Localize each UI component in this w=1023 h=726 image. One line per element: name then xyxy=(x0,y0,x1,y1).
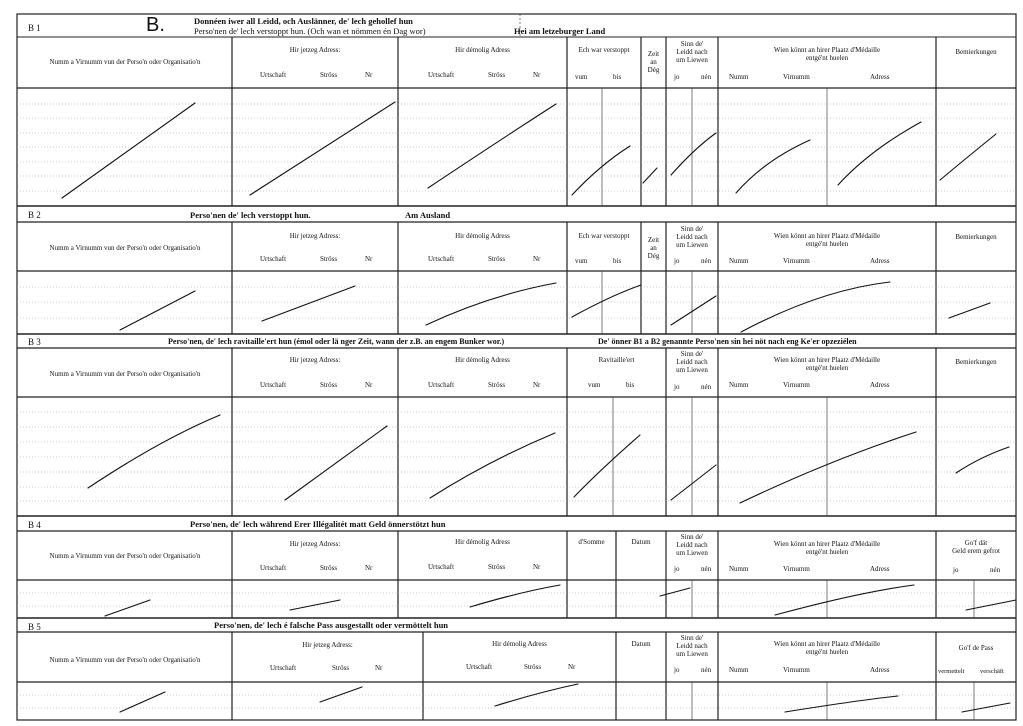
b1-medal-first: Virnumm xyxy=(783,73,810,81)
b2-to: bis xyxy=(613,257,622,265)
b2-col-name: Numm a Virnumm vun der Perso'n oder Organisatio'n xyxy=(49,244,201,252)
b5-col-current: Hir jetzeg Adress: xyxy=(302,641,353,649)
b3-medal-first: Virnumm xyxy=(783,381,810,389)
b3-columns xyxy=(232,348,936,516)
b4-yes: jo xyxy=(674,565,680,573)
b5-urt-1: Urtschaft xyxy=(270,664,297,672)
b4-medal-first: Virnumm xyxy=(783,565,810,573)
b3-col-ravitaille: Ravitaille'ert xyxy=(598,356,635,364)
b1-yes: jo xyxy=(674,73,680,81)
b5-urt-2: Urtschaft xyxy=(466,663,493,671)
b2-col-hidden: Ech war verstoppt xyxy=(578,232,630,240)
b4-col-name: Numm a Virnumm vun der Perso'n oder Organisatio'n xyxy=(49,552,201,560)
b5-title: Perso'nen, de' lech é falsche Pass ausgestallt oder vermöttelt hun xyxy=(214,620,449,630)
b1-col-time: Zeit an Dég xyxy=(647,50,660,74)
b3-col-medal: Wien könnt an hirer Plaatz d'Médaille entgé'nt huelen xyxy=(773,356,881,372)
b3-col-remarks: Bemierkungen xyxy=(955,358,997,366)
b5-col-pass: Go'f de Pass xyxy=(958,644,994,652)
b5-col-medal: Wien könnt an hirer Plaatz d'Médaille entgé'nt huelen xyxy=(773,640,881,656)
b4-str-2: Ströss xyxy=(488,563,506,571)
b4-code: B 4 xyxy=(28,520,41,530)
b5-pass-a: vermettelt xyxy=(938,668,965,675)
b1-urt-2: Urtschaft xyxy=(428,71,455,79)
b4-urt-1: Urtschaft xyxy=(260,564,287,572)
b2-urt-1: Urtschaft xyxy=(260,255,287,263)
b1-col-remarks: Bemierkungen xyxy=(955,48,997,56)
b3-medal-addr: Adress xyxy=(870,381,890,389)
b4-col-current: Hir jetzeg Adress: xyxy=(289,540,341,548)
b3-title: Perso'nen, de' lech ravitaille'ert hun (émol oder lä nger Zeit, wann der z.B. an engem Bunker wor.) xyxy=(168,337,505,346)
b2-medal-first: Virnumm xyxy=(783,257,810,265)
b3-nr-2: Nr xyxy=(533,381,541,389)
b2-yes: jo xyxy=(674,257,680,265)
b3-from: vum xyxy=(588,381,601,389)
b5-no: nén xyxy=(701,666,712,674)
b3-title-b: De' önner B1 a B2 genannte Perso'nen sin hei nöt nach eng Ke'er opzeziélen xyxy=(598,337,857,346)
b2-col-current: Hir jetzeg Adress: xyxy=(289,232,341,240)
b2-col-time: Zeit an Dég xyxy=(647,236,660,260)
b2-from: vum xyxy=(575,257,588,265)
b3-col-former: Hir démolig Adress xyxy=(455,356,510,364)
b3-col-name: Numm a Virnumm vun der Perso'n oder Organisatio'n xyxy=(49,370,201,378)
b1-nr-1: Nr xyxy=(365,71,373,79)
b4-col-former: Hir démolig Adress xyxy=(455,538,510,546)
strike-lines xyxy=(62,102,1016,712)
b3-to: bis xyxy=(626,381,635,389)
b5-str-1: Ströss xyxy=(332,664,350,672)
b2-title-b: Am Ausland xyxy=(405,210,451,220)
b3-str-2: Ströss xyxy=(488,381,506,389)
b2-col-medal: Wien könnt an hirer Plaatz d'Médaille entgé'nt huelen xyxy=(773,232,881,248)
b1-no: nén xyxy=(701,73,712,81)
b2-col-suffered: Sinn de' Leidd nach um Liewen xyxy=(676,225,708,249)
b4-col-date: Datum xyxy=(631,538,651,546)
b5-nr-1: Nr xyxy=(375,664,383,672)
b1-title-1: Donnéen iwer all Leidd, och Auslänner, de' lech gehollef hun xyxy=(194,16,413,26)
b2-medal-addr: Adress xyxy=(870,257,890,265)
b5-nr-2: Nr xyxy=(568,663,576,671)
b2-title: Perso'nen de' lech verstoppt hun. xyxy=(190,210,311,220)
b4-col-medal: Wien könnt an hirer Plaatz d'Médaille entgé'nt huelen xyxy=(773,540,881,556)
b1-from: vum xyxy=(575,73,588,81)
b1-col-current: Hir jetzeg Adress: xyxy=(289,46,341,54)
b3-medal-name: Numm xyxy=(729,381,749,389)
b5-col-suffered: Sinn de' Leidd nach um Liewen xyxy=(676,634,708,658)
b4-col-money: Go'f dät Geld erem gefrot xyxy=(952,539,1000,555)
b5-col-name: Numm a Virnumm vun der Perso'n oder Organisatio'n xyxy=(49,656,201,664)
b1-medal-name: Numm xyxy=(729,73,749,81)
b4-col-sum: d'Somme xyxy=(578,538,605,546)
b4-str-1: Ströss xyxy=(320,564,338,572)
b4-medal-name: Numm xyxy=(729,565,749,573)
b1-col-medal: Wien könnt an hirer Plaatz d'Médaille entgé'nt huelen xyxy=(773,46,881,62)
b1-col-suffered: Sinn de' Leidd nach um Liewen xyxy=(676,40,708,64)
b5-col-date: Datum xyxy=(631,640,651,648)
b1-title-3: Hei am letzeburger Land xyxy=(514,26,606,36)
b2-str-2: Ströss xyxy=(488,255,506,263)
b5-medal-name: Numm xyxy=(729,666,749,674)
b3-urt-1: Urtschaft xyxy=(260,381,287,389)
b5-medal-addr: Adress xyxy=(870,666,890,674)
big-b-letter: B. xyxy=(146,14,165,36)
b3-col-suffered: Sinn de' Leidd nach um Liewen xyxy=(676,350,708,374)
b4-col-suffered: Sinn de' Leidd nach um Liewen xyxy=(676,533,708,557)
b2-nr-2: Nr xyxy=(533,255,541,263)
b2-col-former: Hir démolig Adress xyxy=(455,232,510,240)
b4-urt-2: Urtschaft xyxy=(428,563,455,571)
b3-col-current: Hir jetzeg Adress: xyxy=(289,356,341,364)
b1-str-2: Ströss xyxy=(488,71,506,79)
b4-money-no: nén xyxy=(990,566,1001,574)
b5-pass-b: verschäft xyxy=(980,668,1004,675)
b2-col-remarks: Bemierkungen xyxy=(955,233,997,241)
b1-urt-1: Urtschaft xyxy=(260,71,287,79)
b2-medal-name: Numm xyxy=(729,257,749,265)
b2-str-1: Ströss xyxy=(320,255,338,263)
b3-nr-1: Nr xyxy=(365,381,373,389)
b4-title: Perso'nen, de' lech während Erer Illégalitét matt Geld önnerstötzt hun xyxy=(190,519,446,529)
b2-urt-2: Urtschaft xyxy=(428,255,455,263)
b1-to: bis xyxy=(613,73,622,81)
b5-code: B 5 xyxy=(28,622,41,632)
b3-yes: jo xyxy=(674,383,680,391)
b2-code: B 2 xyxy=(28,210,41,220)
b1-col-former: Hir démolig Adress xyxy=(455,46,510,54)
b4-nr-1: Nr xyxy=(365,564,373,572)
b1-nr-2: Nr xyxy=(533,71,541,79)
b3-code: B 3 xyxy=(28,337,41,347)
b2-no: nén xyxy=(701,257,712,265)
b3-str-1: Ströss xyxy=(320,381,338,389)
b5-yes: jo xyxy=(674,666,680,674)
b5-col-former: Hir démolig Adress xyxy=(492,640,547,648)
b4-medal-addr: Adress xyxy=(870,565,890,573)
b4-money-yes: jo xyxy=(953,566,959,574)
b3-urt-2: Urtschaft xyxy=(428,381,455,389)
b5-medal-first: Virnumm xyxy=(783,666,810,674)
b1-code: B 1 xyxy=(28,23,41,33)
b4-no: nén xyxy=(701,565,712,573)
b2-nr-1: Nr xyxy=(365,255,373,263)
b1-medal-addr: Adress xyxy=(870,73,890,81)
b5-str-2: Ströss xyxy=(524,663,542,671)
b1-columns xyxy=(232,37,936,206)
b4-nr-2: Nr xyxy=(533,563,541,571)
b1-col-name: Numm a Virnumm vun der Perso'n oder Organisatio'n xyxy=(49,58,201,66)
b3-no: nén xyxy=(701,383,712,391)
b1-title-2: Perso'nen de' lech verstoppt hun. (Och wan et nömmen én Dag wor) xyxy=(194,26,426,36)
b1-col-hidden: Ech war verstoppt xyxy=(578,46,630,54)
b1-str-1: Ströss xyxy=(320,71,338,79)
